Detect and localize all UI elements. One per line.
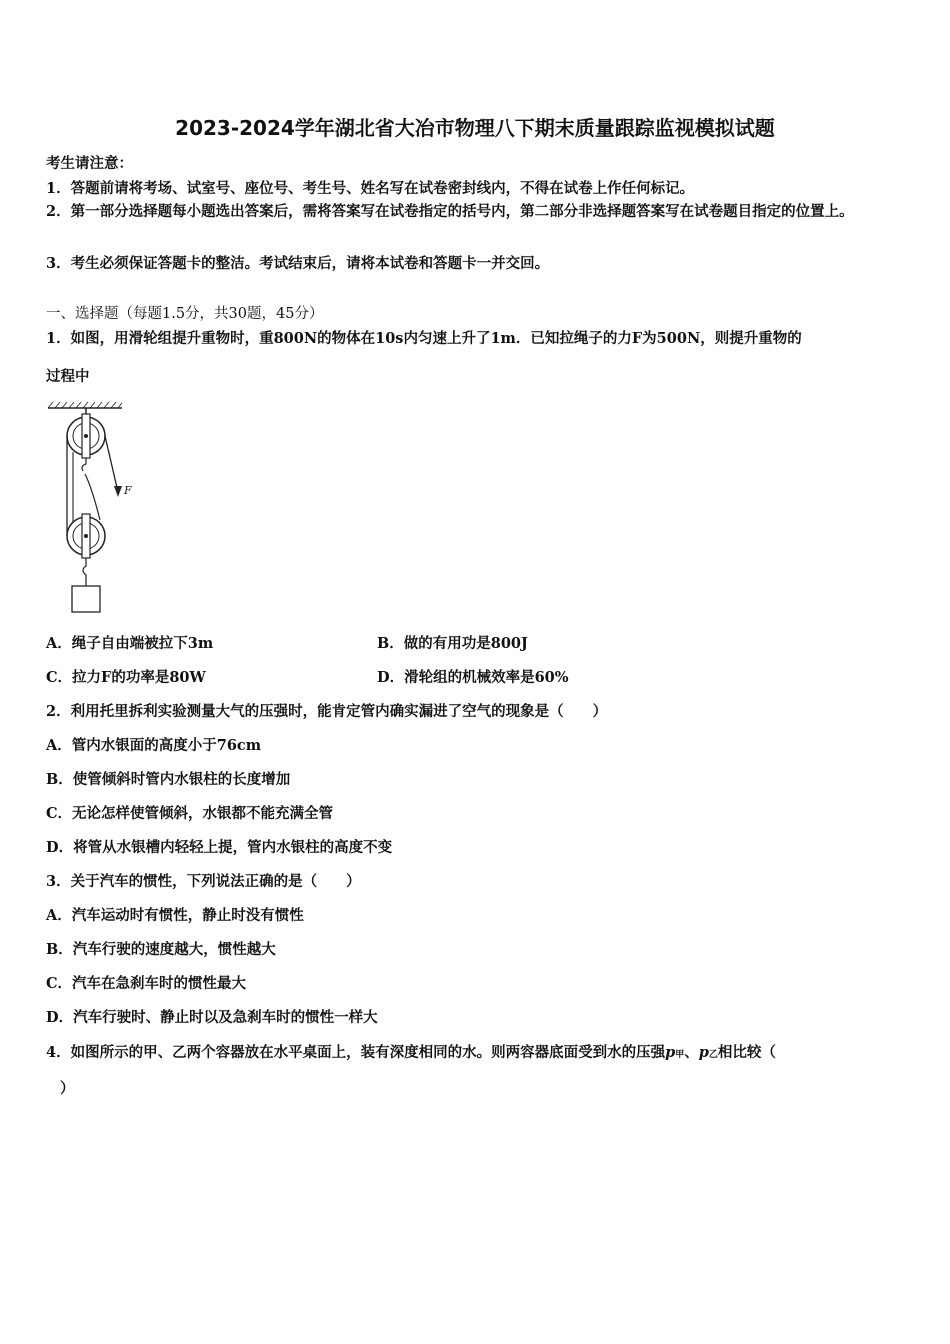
pulley-figure <box>40 400 150 620</box>
notice-item-2: 2．第一部分选择题每小题选出答案后，需将答案写在试卷指定的括号内，第二部分非选择题答案写在试卷题目指定的位置上。 <box>46 203 854 220</box>
q1-option-c: C．拉力F的功率是80W <box>46 669 206 686</box>
q4-stem <box>46 1041 776 1062</box>
q3-stem: 3．关于汽车的惯性，下列说法正确的是（ ） <box>46 873 361 890</box>
notice-item-3: 3．考生必须保证答题卡的整洁。考试结束后，请将本试卷和答题卡一并交回。 <box>46 255 550 272</box>
section-heading: 一、选择题（每题1.5分，共30题，45分） <box>46 306 324 322</box>
q4-pressure-symbol-2: p <box>698 1044 709 1061</box>
q3-option-b: B．汽车行驶的速度越大，惯性越大 <box>46 941 276 958</box>
q4-pressure-symbol-1: p <box>665 1044 676 1061</box>
q2-option-d: D．将管从水银槽内轻轻上提，管内水银柱的高度不变 <box>46 839 393 856</box>
notice-heading: 考生请注意： <box>46 155 133 172</box>
q2-option-b: B．使管倾斜时管内水银柱的长度增加 <box>46 771 291 788</box>
q4-stem-end: 相比较（ <box>717 1044 776 1061</box>
q3-option-c: C．汽车在急刹车时的惯性最大 <box>46 975 247 992</box>
q4-subscript-jia: 甲 <box>675 1050 685 1060</box>
q4-stem-text: 4．如图所示的甲、乙两个容器放在水平桌面上，装有深度相同的水。则两容器底面受到水的压强 <box>46 1044 666 1061</box>
force-label: F <box>124 484 132 497</box>
fixed-pulley <box>67 414 105 458</box>
q1-stem-line2: 过程中 <box>46 368 90 385</box>
weight-block <box>72 586 100 612</box>
q2-option-a: A．管内水银面的高度小于76cm <box>46 737 262 754</box>
q1-option-d: D．滑轮组的机械效率是60% <box>377 669 569 686</box>
q1-option-b: B．做的有用功是800J <box>377 635 528 652</box>
q2-stem: 2．利用托里拆利实验测量大气的压强时，能肯定管内确实漏进了空气的现象是（ ） <box>46 703 608 720</box>
q1-stem-line1: 1．如图，用滑轮组提升重物时，重800N的物体在10s内匀速上升了1m．已知拉绳子的力F为500N，则提升重物的 <box>46 330 802 347</box>
notice-item-1: 1．答题前请将考场、试室号、座位号、考生号、姓名写在试卷密封线内，不得在试卷上作任何标记。 <box>46 180 695 197</box>
q4-stem-line2: ） <box>60 1080 75 1097</box>
q1-option-a: A．绳子自由端被拉下3m <box>46 635 214 652</box>
page-title: 2023-2024学年湖北省大冶市物理八下期末质量跟踪监视模拟试题 <box>175 116 775 140</box>
q3-option-d: D．汽车行驶时、静止时以及急刹车时的惯性一样大 <box>46 1009 378 1026</box>
q3-option-a: A．汽车运动时有惯性，静止时没有惯性 <box>46 907 304 924</box>
q4-subscript-yi: 乙 <box>708 1050 718 1060</box>
q4-separator: 、 <box>684 1044 699 1061</box>
q2-option-c: C．无论怎样使管倾斜，水银都不能充满全管 <box>46 805 334 822</box>
